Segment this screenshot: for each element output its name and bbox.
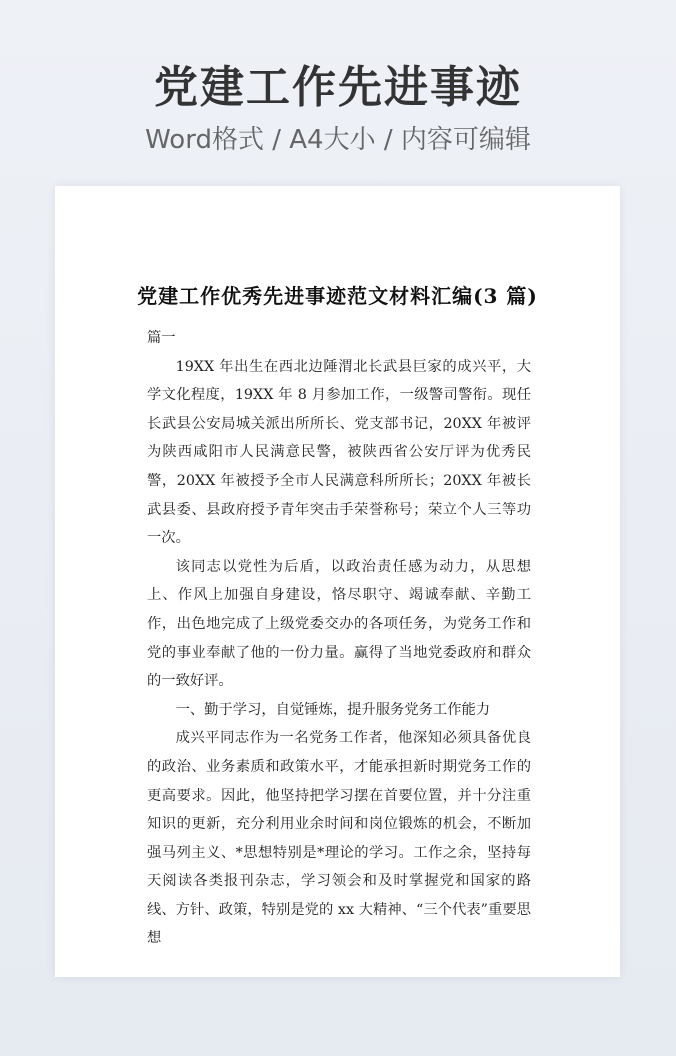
banner-title: 党建工作先进事迹 — [154, 62, 522, 113]
section-heading: 一、勤于学习，自觉锤炼，提升服务党务工作能力 — [175, 701, 491, 718]
banner — [0, 60, 676, 158]
banner-subtitle: Word格式 / A4大小 / 内容可编辑 — [145, 125, 531, 155]
paragraph: 19XX 年出生在西北边陲渭北长武县巨家的成兴平，大学文化程度，19XX 年 8 月参加工作，一级警司警衔。现任长武县公安局城关派出所所长、党支部书记，20XX 年被评为陕西咸阳市人民满意民警，被陕西省公安厅评为优秀民警，20XX 年被授予全市人民满意科所所长；20XX 年被长武县委、县政府授予青年突击手荣誉称号；荣立个人三等功一次。 — [147, 358, 531, 547]
paragraph: 该同志以党性为后盾，以政治责任感为动力，从思想上、作风上加强自身建设，恪尽职守、竭诚奉献、辛勤工作，出色地完成了上级党委交办的各项任务，为党务工作和党的事业奉献了他的一份力量。赢得了当地党委政府和群众的一致好评。 — [147, 558, 531, 690]
document-title: 党建工作优秀先进事迹范文材料汇编(3 篇) — [137, 284, 538, 308]
paragraph: 成兴平同志作为一名党务工作者，他深知必须具备优良的政治、业务素质和政策水平，才能承担新时期党务工作的更高要求。因此，他坚持把学习摆在首要位置，并十分注重知识的更新，充分利用业余时间和岗位锻炼的机会，不断加强马列主义、*思想特别是*理论的学习。工作之余，坚持每天阅读各类报刊杂志，学习领会和及时掌握党和国家的路线、方针、政策，特别是党的 xx 大精神、“三个代表”重要思想 — [147, 730, 531, 947]
document-body — [147, 324, 531, 953]
section-label: 篇一 — [147, 330, 176, 346]
document-page — [55, 186, 620, 977]
